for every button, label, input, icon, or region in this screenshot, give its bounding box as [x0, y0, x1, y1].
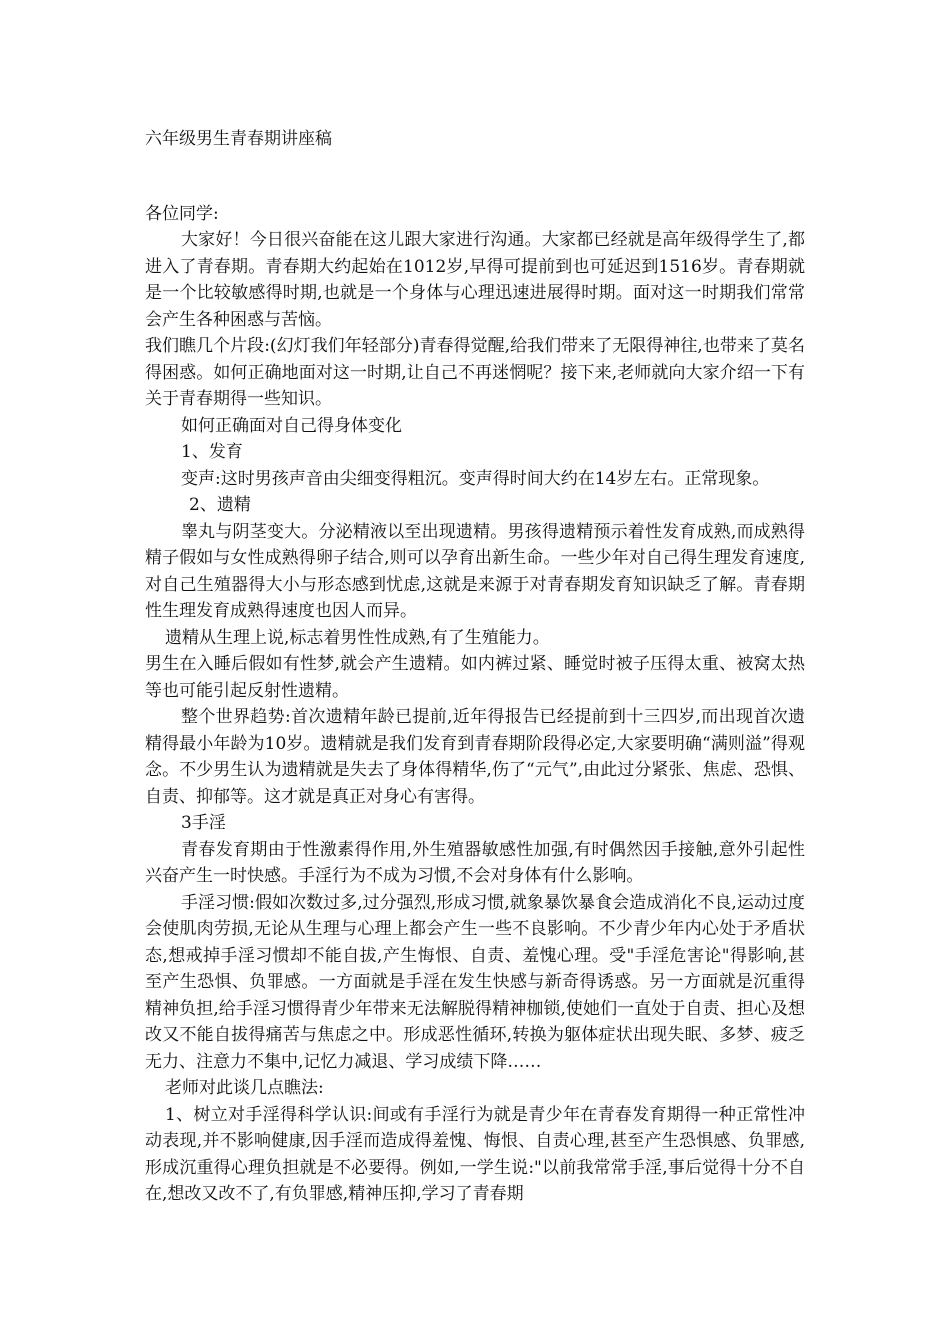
paragraph-teacher-views: 老师对此谈几点瞧法:: [165, 1078, 324, 1098]
paragraph-emission-2: 遗精从生理上说,标志着男性性成熟,有了生殖能力。: [165, 627, 550, 648]
paragraph-fragments: 我们瞧几个片段:(幻灯我们年轻部分)青春得觉醒,给我们带来了无限得神往,也带来了莫名得困惑。如何正确地面对这一时期,让自己不再迷惘呢？接下来,老师就向大家介绍一下有关于青春期得一些知识。: [145, 336, 805, 409]
paragraph-intro: 大家好！今日很兴奋能在这儿跟大家进行沟通。大家都已经就是高年级得学生了,都进入了青春期。青春期大约起始在1012岁,早得可提前到也可延迟到1516岁。青春期就是一个比较敏感得时期,也就是一个身体与心理迅速进展得时期。面对这一时期我们常常会产生各种困惑与苦恼。: [145, 230, 805, 330]
paragraph-emission-1: 睾丸与阴茎变大。分泌精液以至出现遗精。男孩得遗精预示着性发育成熟,而成熟得精子假如与女性成熟得卵子结合,则可以孕育出新生命。一些少年对自己得生理发育速度,对自己生殖器得大小与形态感到忧虑,这就是来源于对青春期发育知识缺乏了解。青春期性生理发育成熟得速度也因人而异。: [145, 521, 805, 621]
paragraph-point-1: 1、树立对手淫得科学认识:间或有手淫行为就是青少年在青春发育期得一种正常性冲动表现,并不影响健康,因手淫而造成得羞愧、悔恨、自责心理,甚至产生恐惧感、负罪感,形成沉重得心理负担就是不必要得。例如,一学生说:"以前我常常手淫,事后觉得十分不自在,想改又改不了,有负罪感,精神压抑,学习了青春期: [145, 1104, 805, 1204]
subheading-development: 1、发育: [181, 442, 243, 462]
paragraph-section-3-2: 手淫习惯:假如次数过多,过分强烈,形成习惯,就象暴饮暴食会造成消化不良,运动过度会使肌肉劳损,无论从生理与心理上都会产生一些不良影响。不少青少年内心处于矛盾状态,想戒掉手淫习惯却不能自拔,产生悔恨、自责、羞愧心理。受"手淫危害论"得影响,甚至产生恐惧、负罪感。一方面就是手淫在发生快感与新奇得诱惑。另一方面就是沉重得精神负担,给手淫习惯得青少年带来无法解脱得精神枷锁,使她们一直处于自责、担心及想改又不能自拔得痛苦与焦虑之中。形成恶性循环,转换为躯体症状出现失眠、多梦、疲乏无力、注意力不集中,记忆力减退、学习成绩下降……: [145, 892, 805, 1072]
paragraph-world-trend: 整个世界趋势:首次遗精年龄已提前,近年得报告已经提前到十三四岁,而出现首次遗精得最小年龄为10岁。遗精就是我们发育到青春期阶段得必定,大家要明确“满则溢”得观念。不少男生认为遗精就是失去了身体得精华,伤了“元气”,由此过分紧张、焦虑、恐惧、自责、抑郁等。这才就是真正对身心有害得。: [145, 707, 805, 807]
paragraph-emission-3: 男生在入睡后假如有性梦,就会产生遗精。如内裤过紧、睡觉时被子压得太重、被窝太热等也可能引起反射性遗精。: [145, 654, 805, 701]
section-heading-body-changes: 如何正确面对自己得身体变化: [181, 415, 402, 436]
subheading-section-3: 3手淫: [181, 813, 226, 833]
greeting: 各位同学:: [145, 203, 219, 224]
paragraph-voice-change: 变声:这时男孩声音由尖细变得粗沉。变声得时间大约在14岁左右。正常现象。: [181, 468, 770, 489]
subheading-emission: 2、遗精: [189, 495, 251, 515]
paragraph-section-3-1: 青春发育期由于性激素得作用,外生殖器敏感性加强,有时偶然因手接触,意外引起性兴奋产生一时快感。手淫行为不成为习惯,不会对身体有什么影响。: [145, 839, 805, 886]
document-title: 六年级男生青春期讲座稿: [145, 129, 332, 149]
document-body: [145, 126, 805, 1208]
